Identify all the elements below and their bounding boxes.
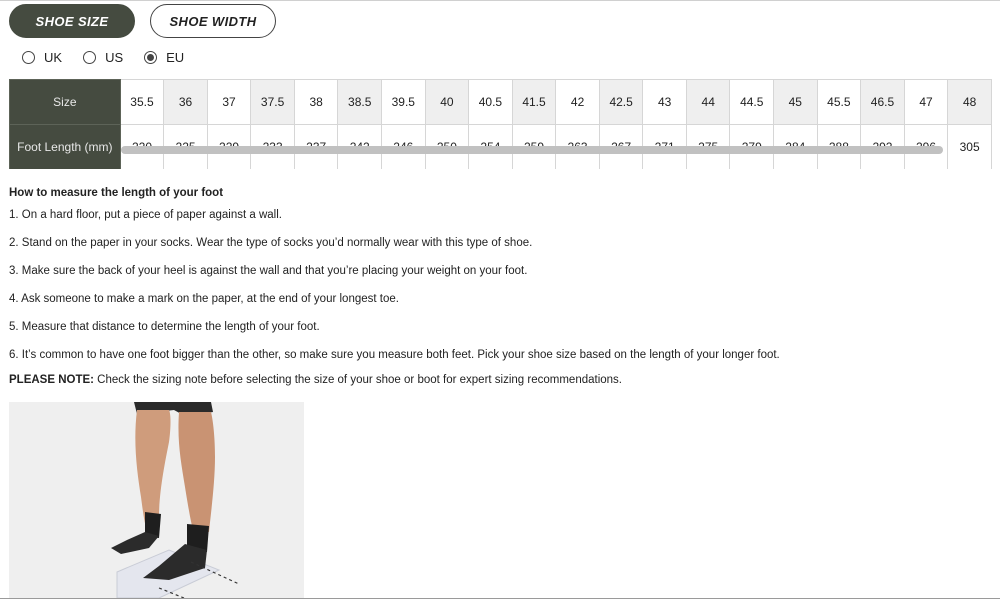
horizontal-scrollbar-thumb[interactable] (121, 146, 943, 154)
instruction-step: 3. Make sure the back of your heel is against the wall and that you’re placing your weight on your foot. (9, 265, 528, 277)
size-cell: 45 (774, 80, 818, 125)
size-cell: 40 (425, 80, 469, 125)
instruction-step: 5. Measure that distance to determine the length of your foot. (9, 321, 320, 333)
row-header-size: Size (10, 80, 121, 125)
radio-us[interactable] (83, 51, 96, 64)
sizing-note-label: PLEASE NOTE: (9, 374, 94, 386)
size-chart-table-wrapper[interactable] (9, 79, 992, 169)
unit-label-eu: EU (166, 50, 185, 65)
tab-shoe-width[interactable]: SHOE WIDTH (150, 4, 276, 38)
size-cell: 39.5 (382, 80, 426, 125)
size-cell: 38 (294, 80, 338, 125)
size-cell: 41.5 (512, 80, 556, 125)
size-chart-table (9, 79, 992, 169)
unit-selector (22, 50, 205, 65)
unit-option-eu[interactable] (144, 50, 184, 65)
instruction-step: 2. Stand on the paper in your socks. Wear the type of socks you’d normally wear with this type of shoe. (9, 237, 533, 249)
size-cell: 37.5 (251, 80, 295, 125)
size-cell: 43 (643, 80, 687, 125)
size-cell: 37 (207, 80, 251, 125)
size-cell: 48 (948, 80, 992, 125)
table-row-size (10, 80, 992, 125)
foot-measure-photo (9, 402, 304, 598)
size-cell: 40.5 (469, 80, 513, 125)
length-cell: 305 (948, 125, 992, 170)
unit-option-uk[interactable] (22, 50, 62, 65)
radio-uk[interactable] (22, 51, 35, 64)
tab-shoe-size[interactable]: SHOE SIZE (9, 4, 135, 38)
unit-label-us: US (105, 50, 124, 65)
instruction-step: 1. On a hard floor, put a piece of paper against a wall. (9, 209, 282, 221)
size-cell: 44.5 (730, 80, 774, 125)
size-cell: 46.5 (861, 80, 905, 125)
size-cell: 36 (164, 80, 208, 125)
instructions-heading: How to measure the length of your foot (9, 187, 224, 199)
unit-label-uk: UK (44, 50, 63, 65)
sizing-note (9, 373, 994, 387)
radio-eu[interactable] (144, 51, 157, 64)
measure-instructions (9, 186, 994, 387)
size-cell: 38.5 (338, 80, 382, 125)
sizing-note-text: Check the sizing note before selecting the size of your shoe or boot for expert sizing recommendations. (93, 374, 622, 386)
foot-measure-illustration (9, 402, 304, 598)
size-cell: 42 (556, 80, 600, 125)
unit-option-us[interactable] (83, 50, 123, 65)
size-cell: 47 (904, 80, 948, 125)
row-header-foot-length: Foot Length (mm) (10, 125, 121, 170)
size-cell: 44 (686, 80, 730, 125)
size-cell: 42.5 (599, 80, 643, 125)
size-cell: 35.5 (120, 80, 164, 125)
instruction-step: 4. Ask someone to make a mark on the paper, at the end of your longest toe. (9, 293, 399, 305)
size-cell: 45.5 (817, 80, 861, 125)
size-tabs (9, 4, 276, 38)
instruction-step: 6. It’s common to have one foot bigger than the other, so make sure you measure both feet. Pick your shoe size based on the length of your longer foot. (9, 349, 780, 361)
top-divider (0, 0, 1000, 1)
